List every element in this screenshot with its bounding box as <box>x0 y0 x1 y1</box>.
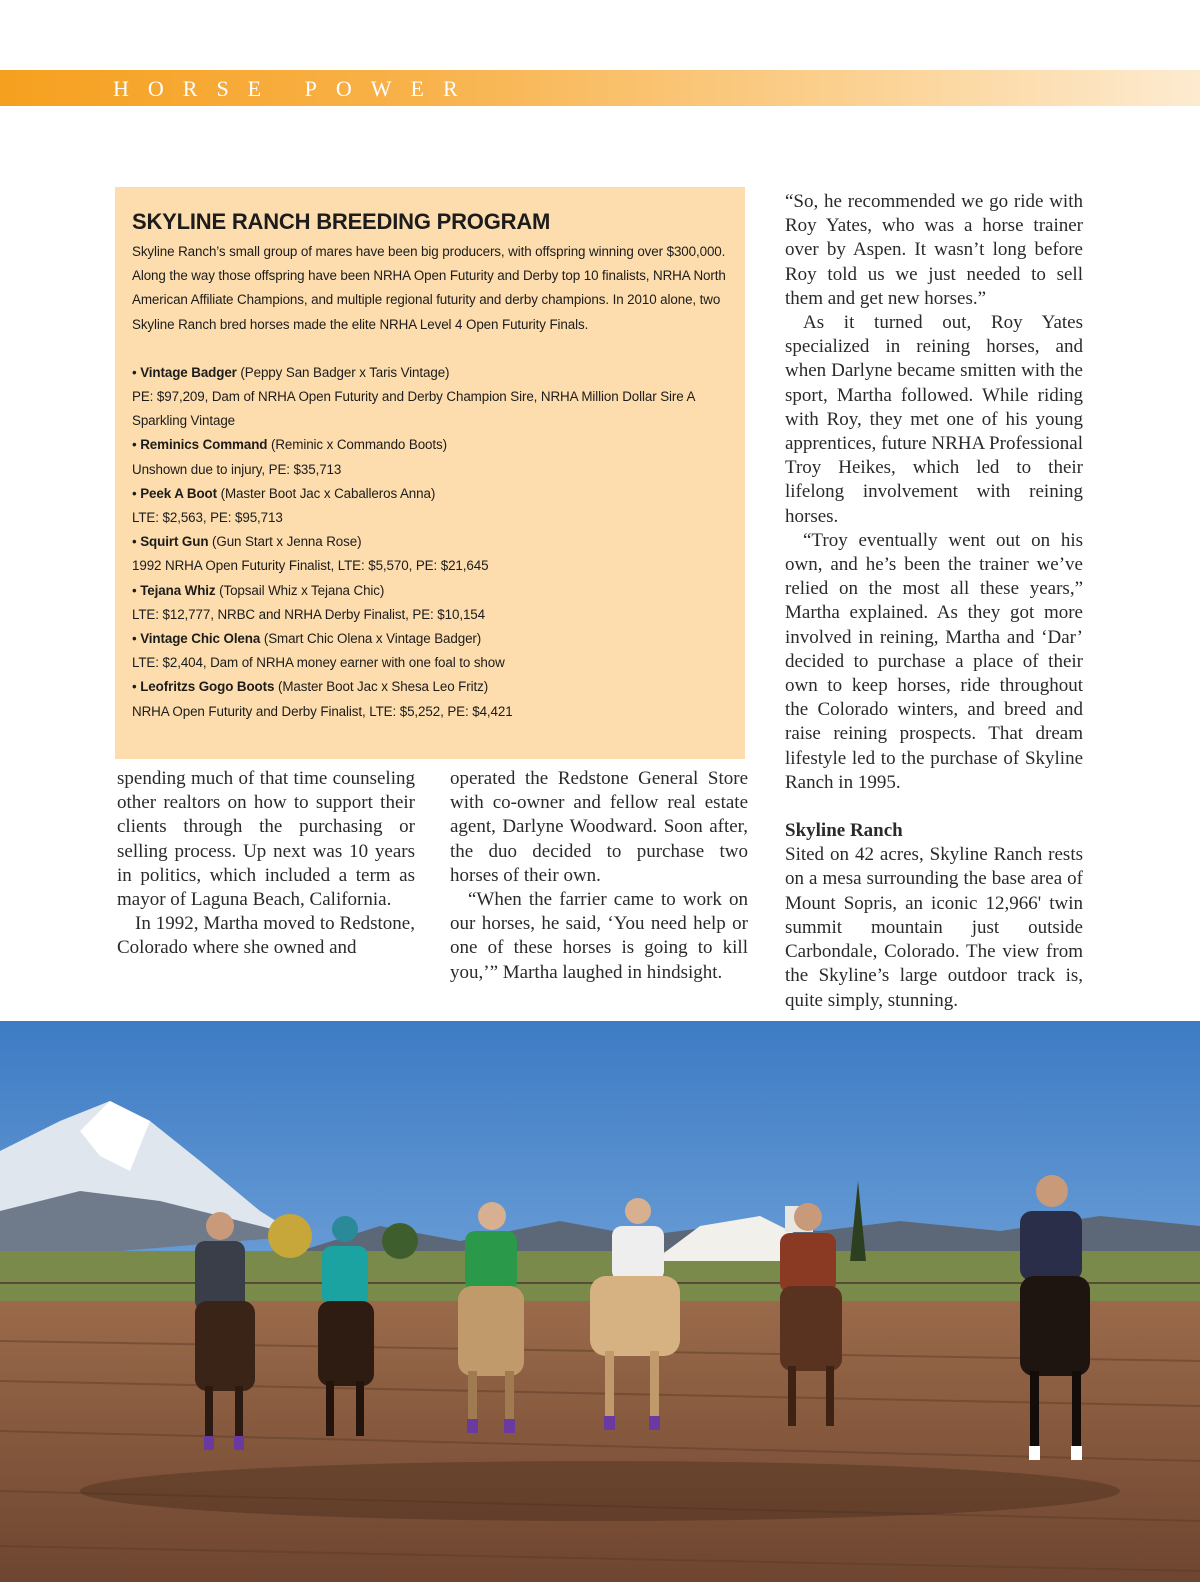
article-paragraph: As it turned out, Roy Yates specialized in reining horses, and when Darlyne became smitten with the sport, Martha followed. While riding with Roy, they met one of his young apprentices, future NRHA Professional Troy Heikes, which led to their lifelong involvement with reining horses. <box>785 312 1083 527</box>
article-column-1 <box>117 767 415 961</box>
article-paragraph: “Troy eventually went out on his own, and he’s been the trainer we’ve relied on the most all these years,” Martha explained. As they got more involved in reining, Martha and ‘Dar’ decided to purchase a place of their own to keep horses, ride throughout the Colorado winters, and breed and raise reining prospects. That dream lifestyle led to the purchase of Skyline Ranch in 1995. <box>785 529 1083 793</box>
horse-list <box>132 361 729 724</box>
horse-name: Vintage Chic Olena <box>140 631 261 647</box>
sidebar-title: SKYLINE RANCH BREEDING PROGRAM <box>132 209 551 234</box>
horse-entry: • Vintage Chic Olena (Smart Chic Olena x Vintage Badger) LTE: $2,404, Dam of NRHA money earner with one foal to show <box>132 631 505 671</box>
article-subhead: Skyline Ranch <box>785 820 903 842</box>
article-column-3 <box>785 190 1083 1013</box>
horse-pedigree: (Reminic x Commando Boots) <box>270 437 447 453</box>
ranch-riders-photo <box>0 1021 1200 1582</box>
article-paragraph: operated the Redstone General Store with co-owner and fellow real estate agent, Darlyne Woodward. Soon after, the duo decided to purchase two horses of their own. <box>450 768 748 886</box>
horse-name: Reminics Command <box>140 437 268 453</box>
horse-name: Tejana Whiz <box>140 582 216 598</box>
article-paragraph: Sited on 42 acres, Skyline Ranch rests on a mesa surrounding the base area of Mount Sopris, an iconic 12,966' twin summit mountain just outside Carbondale, Colorado. The view from the Skyline’s large outdoor track is, quite simply, stunning. <box>785 844 1083 1011</box>
horse-entry: • Peek A Boot (Master Boot Jac x Caballeros Anna) LTE: $2,563, PE: $95,713 <box>132 485 436 526</box>
horse-details: 1992 NRHA Open Futurity Finalist, LTE: $5,570, PE: $21,645 <box>132 558 489 574</box>
horse-pedigree: (Smart Chic Olena x Vintage Badger) <box>263 631 482 647</box>
horse-entry: • Vintage Badger (Peppy San Badger x Taris Vintage) PE: $97,209, Dam of NRHA Open Futurity and Derby Champion Sire, NRHA Million Dollar Sire A Sparkling Vintage <box>132 364 695 429</box>
horse-details: LTE: $12,777, NRBC and NRHA Derby Finalist, PE: $10,154 <box>132 606 485 622</box>
horse-name: Squirt Gun <box>140 534 209 550</box>
breeding-program-sidebar <box>115 187 745 759</box>
article-paragraph: “So, he recommended we go ride with Roy Yates, who was a horse trainer over by Aspen. It wasn’t long before Roy told us we just needed to sell them and get new horses.” <box>785 191 1083 309</box>
horse-pedigree: (Master Boot Jac x Caballeros Anna) <box>220 485 436 501</box>
article-paragraph: spending much of that time counseling other realtors on how to support their clients through the purchasing or selling process. Up next was 10 years in politics, which included a term as mayor of Laguna Beach, California. <box>117 768 415 911</box>
horse-name: Peek A Boot <box>140 485 217 501</box>
horse-details: NRHA Open Futurity and Derby Finalist, LTE: $5,252, PE: $4,421 <box>132 703 513 719</box>
horse-pedigree: (Gun Start x Jenna Rose) <box>212 534 362 550</box>
horse-details: LTE: $2,563, PE: $95,713 <box>132 510 283 526</box>
horse-name: Vintage Badger <box>140 364 237 380</box>
article-column-2 <box>450 767 748 985</box>
horse-pedigree: (Topsail Whiz x Tejana Chic) <box>219 582 385 598</box>
horse-name: Leofritzs Gogo Boots <box>140 679 275 695</box>
horse-pedigree: (Master Boot Jac x Shesa Leo Fritz) <box>277 679 489 695</box>
horse-entry: • Tejana Whiz (Topsail Whiz x Tejana Chic) LTE: $12,777, NRBC and NRHA Derby Finalist, PE: $10,154 <box>132 582 485 622</box>
horse-entry: • Leofritzs Gogo Boots (Master Boot Jac x Shesa Leo Fritz) NRHA Open Futurity and Derby Finalist, LTE: $5,252, PE: $4,421 <box>132 679 513 719</box>
horse-entry: • Reminics Command (Reminic x Commando Boots) Unshown due to injury, PE: $35,713 <box>132 437 447 477</box>
horse-details: PE: $97,209, Dam of NRHA Open Futurity and Derby Champion Sire, NRHA Million Dollar Sire A Sparkling Vintage <box>132 389 695 429</box>
horse-details: LTE: $2,404, Dam of NRHA money earner with one foal to show <box>132 655 505 671</box>
horse-entry: • Squirt Gun (Gun Start x Jenna Rose) 1992 NRHA Open Futurity Finalist, LTE: $5,570, PE: $21,645 <box>132 534 489 574</box>
section-title: HORSE POWER <box>113 76 477 101</box>
horse-details: Unshown due to injury, PE: $35,713 <box>132 461 342 477</box>
article-paragraph: In 1992, Martha moved to Redstone, Colorado where she owned and <box>117 913 415 959</box>
article-paragraph: “When the farrier came to work on our horses, he said, ‘You need help or one of these horses is going to kill you,’” Martha laughed in hindsight. <box>450 889 748 983</box>
sidebar-intro: Skyline Ranch’s small group of mares have been big producers, with offspring winning over $300,000. Along the way those offspring have been NRHA Open Futurity and Derby top 10 finalists, NRHA North American Affiliate Champions, and multiple regional futurity and derby champions. In 2010 alone, two Skyline Ranch bred horses made the elite NRHA Level 4 Open Futurity Finals. <box>132 244 726 332</box>
horse-pedigree: (Peppy San Badger x Taris Vintage) <box>240 364 450 380</box>
